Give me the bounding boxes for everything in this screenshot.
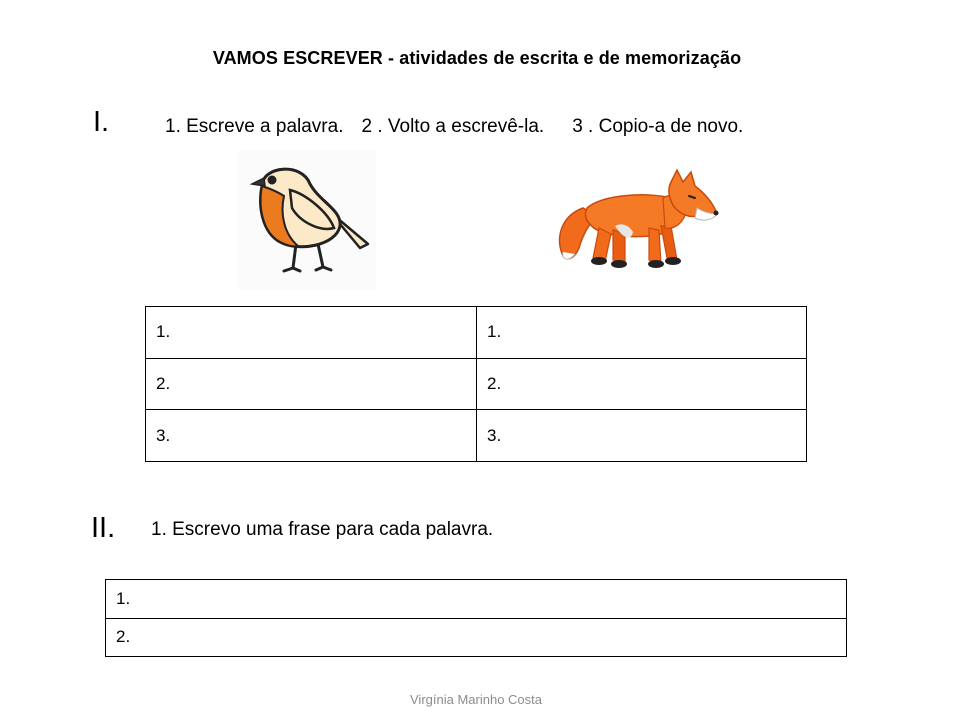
- writing-table-sentences: [105, 579, 847, 657]
- section-2-instruction: 1. Escrevo uma frase para cada palavra.: [151, 519, 494, 540]
- table-row: [146, 307, 807, 359]
- table-cell[interactable]: 2.: [477, 358, 807, 410]
- table-row: [146, 410, 807, 462]
- page-title: VAMOS ESCREVER - atividades de escrita e de memorização: [212, 48, 742, 68]
- section-2-numeral: II.: [91, 512, 116, 544]
- table-row: [106, 580, 847, 619]
- bird-illustration: [238, 150, 376, 290]
- instruction-2: 2 . Volto a escrevê-la.: [361, 116, 545, 137]
- table-cell[interactable]: 2.: [146, 358, 477, 410]
- fox-illustration: [553, 168, 721, 276]
- table-row: [106, 618, 847, 657]
- table-cell[interactable]: 1.: [477, 307, 807, 359]
- writing-table-words: [145, 306, 807, 462]
- instruction-3: 3 . Copio-a de novo.: [572, 116, 744, 137]
- table-cell[interactable]: 1.: [146, 307, 477, 359]
- table-cell[interactable]: 3.: [477, 410, 807, 462]
- section-1-numeral: I.: [93, 106, 110, 138]
- table-row: [146, 358, 807, 410]
- table-cell[interactable]: 3.: [146, 410, 477, 462]
- footer-author: Virgínia Marinho Costa: [410, 692, 542, 707]
- section-1-instructions: [165, 116, 743, 138]
- instruction-1: 1. Escreve a palavra.: [165, 116, 344, 137]
- table-cell[interactable]: 1.: [106, 580, 847, 619]
- table-cell[interactable]: 2.: [106, 618, 847, 657]
